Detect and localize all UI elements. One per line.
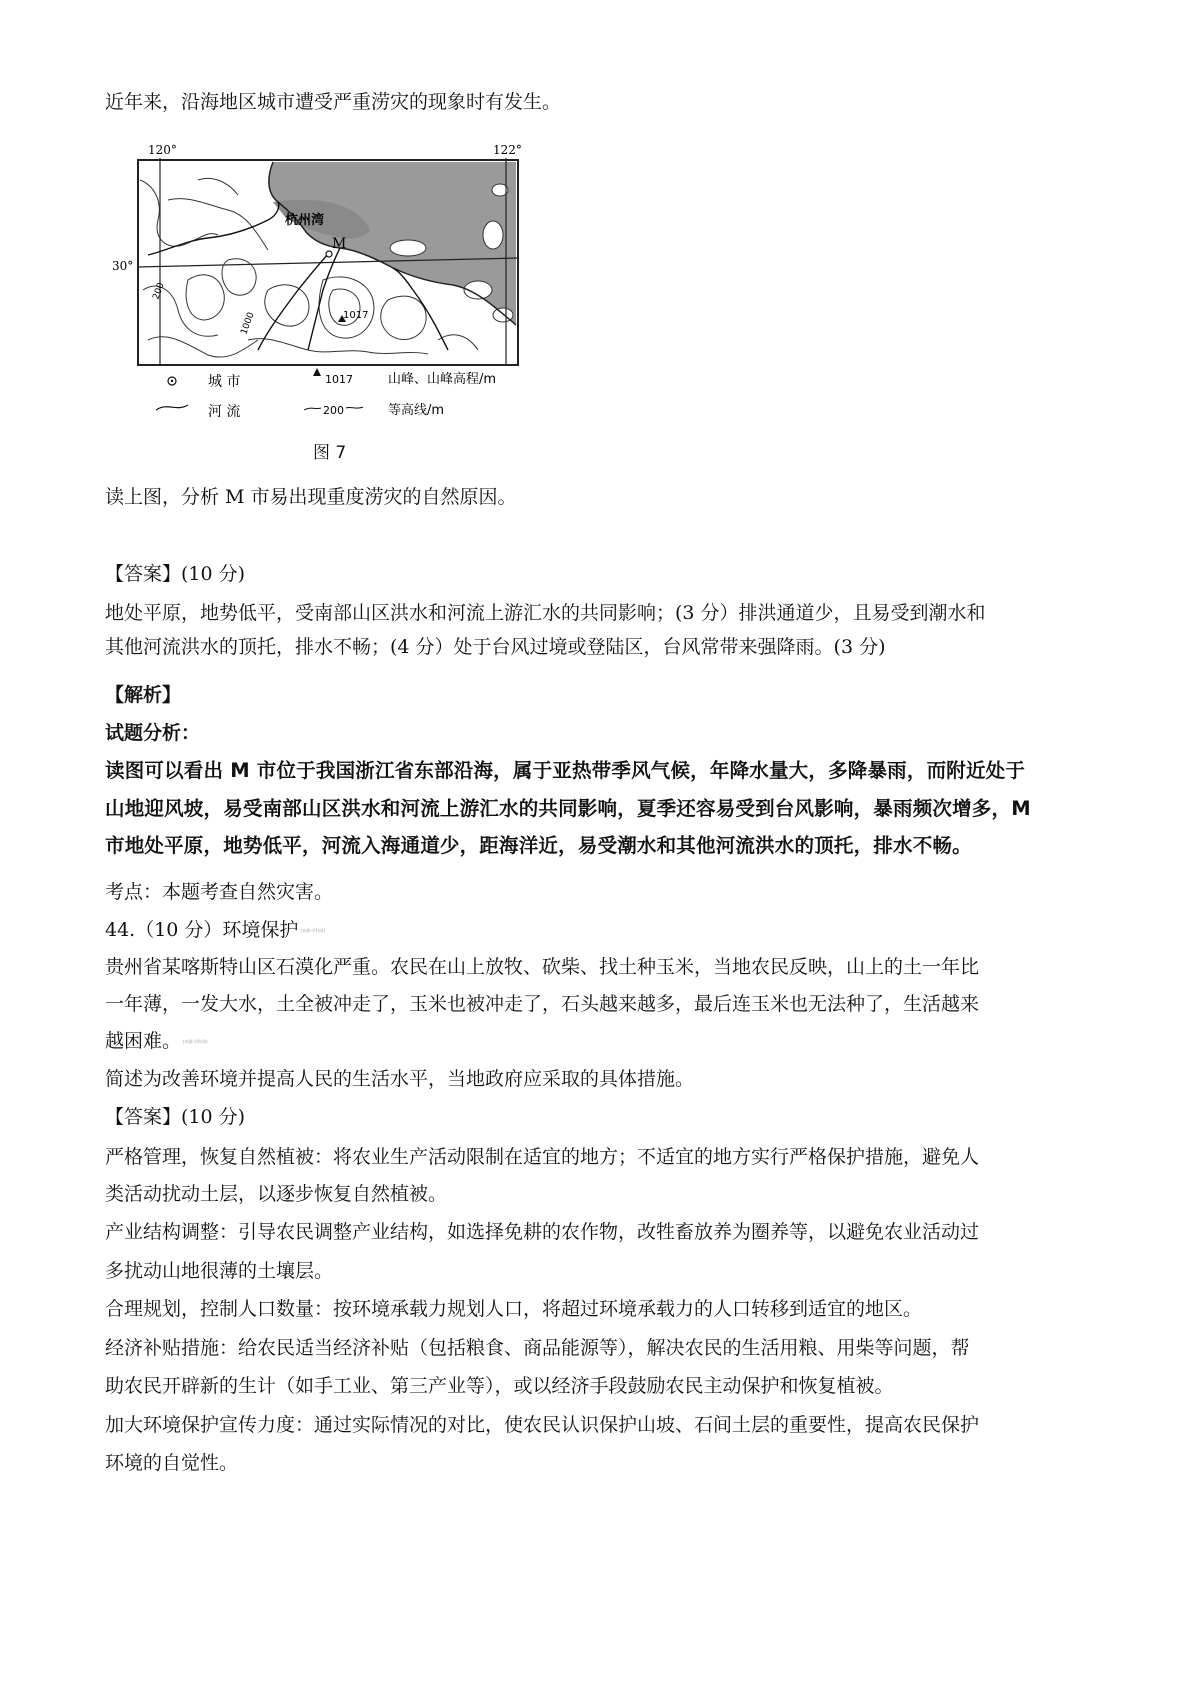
answer1-line: 地处平原，地势低平，受南部山区洪水和河流上游汇水的共同影响；(3 分）排洪通道少，且易受到潮水和 [105,602,986,624]
city-m-marker [326,251,332,257]
analysis-line: 山地迎风坡，易受南部山区洪水和河流上游汇水的共同影响，夏季还容易受到台风影响，暴雨频次增多，M [105,797,1031,820]
answer1-line: 其他河流洪水的顶托，排水不畅；(4 分）处于台风过境或登陆区，台风常带来强降雨。(3 分) [105,636,886,658]
answer1-heading: 【答案】(10 分) [105,563,246,585]
legend-peak-symbol [313,368,321,376]
contour-label-200: 200 [151,281,167,302]
analysis-line: 市地处平原，地势低平，河流入海通道少，距海洋近，易受潮水和其他河流洪水的顶托，排水不畅。 [105,834,972,857]
q44-title: 44.（10 分）环境保护 [105,919,299,941]
lon-label-120: 120° [148,143,177,157]
answer2-heading: 【答案】(10 分) [105,1106,246,1128]
legend-peak-label: 山峰、山峰高程/m [388,372,497,387]
lon-label-122: 122° [493,143,522,157]
answer2-line: 类活动扰动土层，以逐步恢复自然植被。 [105,1183,448,1205]
answer2-line: 加大环境保护宣传力度：通过实际情况的对比，使农民认识保护山坡、石间土层的重要性，提高农民保护 [105,1414,980,1436]
city-m-label: M [332,236,347,252]
lat-label-30: 30° [112,259,134,273]
contour-label-1000: 1000 [239,311,257,337]
legend-river-symbol [156,405,188,410]
analysis-subheading: 试题分析： [105,722,201,744]
answer2-line: 经济补贴措施：给农民适当经济补贴（包括粮食、商品能源等），解决农民的生活用粮、用柴等问题，帮 [105,1337,970,1359]
answer2-line: 产业结构调整：引导农民调整产业结构，如选择免耕的农作物，改牲畜放养为圈养等，以避免农业活动过 [105,1221,980,1243]
legend-contour-label: 等高线/m [388,403,445,418]
answer2-line: 多扰动山地很薄的土壤层。 [105,1260,334,1282]
kaodian-text: 考点：本题考查自然灾害。 [105,881,334,903]
analysis-heading: 【解析】 [105,684,182,706]
q44-line: 一年薄，一发大水，土全被冲走了，玉米也被冲走了，石头越来越多，最后连玉米也无法种了，生活越来 [105,993,980,1015]
peak-label: 1017 [343,310,369,321]
q44-line-row [105,1029,207,1054]
bay-label: 杭州湾 [285,213,325,228]
source-mark: [来源:学科网] [183,1039,208,1044]
question-text: 读上图，分析 M 市易出现重度涝灾的自然原因。 [105,486,517,508]
answer2-line: 合理规划，控制人口数量：按环境承载力规划人口，将超过环境承载力的人口转移到适宜的地区。 [105,1298,923,1320]
figure-caption: 图 7 [313,443,347,463]
q44-line: 越困难。 [105,1030,182,1052]
figure-map [108,140,548,470]
legend-river-label: 河 流 [208,404,241,420]
source-mark: [来源:学科网] [300,928,325,933]
answer2-line: 环境的自觉性。 [105,1452,239,1474]
q44-prompt: 简述为改善环境并提高人民的生活水平，当地政府应采取的具体措施。 [105,1068,695,1090]
legend-city-label: 城 市 [208,374,241,390]
q44-title-row [105,918,325,943]
answer2-line: 严格管理，恢复自然植被：将农业生产活动限制在适宜的地方；不适宜的地方实行严格保护措施，避免人 [105,1146,980,1168]
intro-text: 近年来，沿海地区城市遭受严重涝灾的现象时有发生。 [105,91,562,113]
legend-peak-value: 1017 [325,373,353,386]
analysis-line: 读图可以看出 M 市位于我国浙江省东部沿海，属于亚热带季风气候，年降水量大，多降暴雨，而附近处于 [105,759,1026,782]
q44-line: 贵州省某喀斯特山区石漠化严重。农民在山上放牧、砍柴、找土种玉米，当地农民反映，山上的土一年比 [105,956,980,978]
answer2-line: 助农民开辟新的生计（如手工业、第三产业等），或以经济手段鼓励农民主动保护和恢复植被。 [105,1375,894,1397]
legend [156,368,496,420]
legend-contour-value: 200 [323,404,344,417]
